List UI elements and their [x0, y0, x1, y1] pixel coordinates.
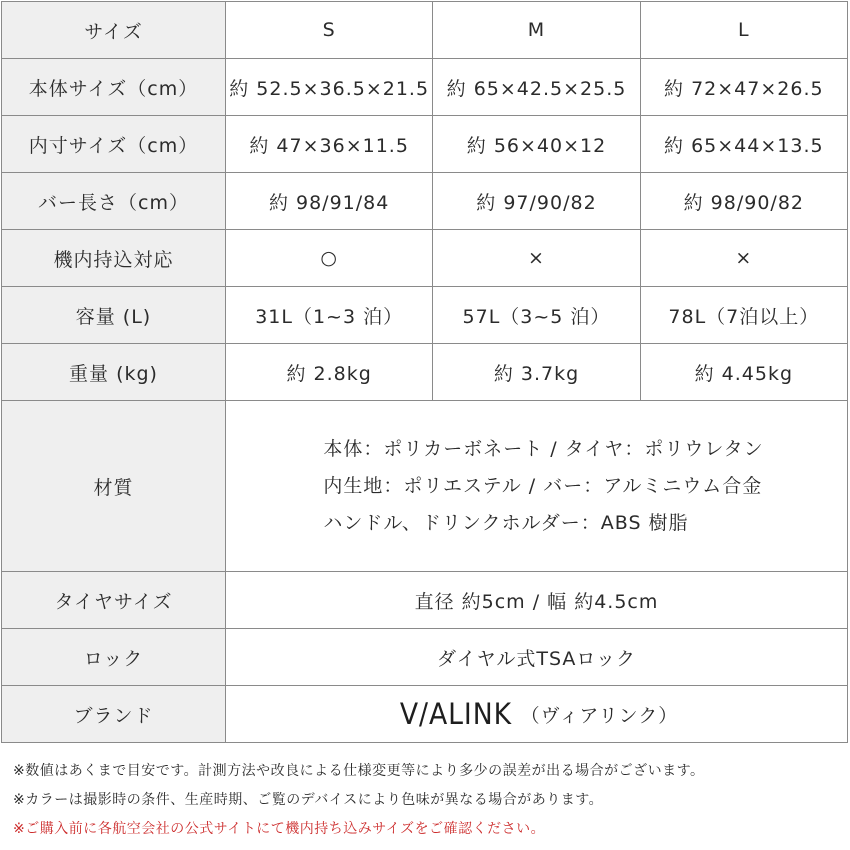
tire-size-label: タイヤサイズ — [2, 572, 226, 629]
size-header-row — [2, 2, 848, 59]
brand-kana: （ヴィアリンク） — [520, 704, 679, 727]
carry-on-s: ○ — [226, 230, 433, 287]
inner-size-m: 約 56×40×12 — [433, 116, 640, 173]
capacity-m: 57L（3~5 泊） — [433, 287, 640, 344]
footnote-airline-warning: ※ご購入前に各航空会社の公式サイトにて機内持ち込みサイズをご確認ください。 — [13, 821, 546, 837]
body-size-m: 約 65×42.5×25.5 — [433, 59, 640, 116]
carry-on-row — [2, 230, 848, 287]
bar-length-m: 約 97/90/82 — [433, 173, 640, 230]
size-l-header: L — [640, 2, 847, 59]
brand-logo: V/ALINK — [399, 697, 512, 731]
brand-wrap — [395, 697, 679, 731]
weight-label: 重量 (kg) — [2, 344, 226, 401]
brand-label: ブランド — [2, 686, 226, 743]
inner-size-l: 約 65×44×13.5 — [640, 116, 847, 173]
material-text-block — [309, 431, 763, 542]
capacity-s: 31L（1~3 泊） — [226, 287, 433, 344]
bar-length-row — [2, 173, 848, 230]
tire-size-row — [2, 572, 848, 629]
body-size-label: 本体サイズ（cm） — [2, 59, 226, 116]
footnotes — [13, 757, 843, 844]
weight-l: 約 4.45kg — [640, 344, 847, 401]
footnote-measurement: ※数値はあくまで目安です。計測方法や改良による仕様変更等により多少の誤差が出る場合がございます。 — [13, 763, 705, 779]
lock-label: ロック — [2, 629, 226, 686]
carry-on-label: 機内持込対応 — [2, 230, 226, 287]
brand-row — [2, 686, 848, 743]
inner-size-s: 約 47×36×11.5 — [226, 116, 433, 173]
capacity-label: 容量 (L) — [2, 287, 226, 344]
lock-row — [2, 629, 848, 686]
material-line-1: 本体：ポリカーボネート / タイヤ：ポリウレタン — [323, 437, 764, 460]
body-size-row — [2, 59, 848, 116]
carry-on-m: × — [433, 230, 640, 287]
material-line-2: 内生地：ポリエステル / バー：アルミニウム合金 — [323, 474, 763, 497]
footnote-color: ※カラーは撮影時の条件、生産時期、ご覧のデバイスにより色味が異なる場合があります。 — [13, 792, 604, 808]
body-size-s: 約 52.5×36.5×21.5 — [226, 59, 433, 116]
weight-row — [2, 344, 848, 401]
lock-value: ダイヤル式TSAロック — [226, 629, 848, 686]
bar-length-l: 約 98/90/82 — [640, 173, 847, 230]
inner-size-label: 内寸サイズ（cm） — [2, 116, 226, 173]
weight-m: 約 3.7kg — [433, 344, 640, 401]
material-line-3: ハンドル、ドリンクホルダー：ABS 樹脂 — [323, 511, 689, 534]
capacity-l: 78L（7泊以上） — [640, 287, 847, 344]
inner-size-row — [2, 116, 848, 173]
bar-length-label: バー長さ（cm） — [2, 173, 226, 230]
size-label: サイズ — [2, 2, 226, 59]
material-label: 材質 — [2, 401, 226, 572]
material-row — [2, 401, 848, 572]
bar-length-s: 約 98/91/84 — [226, 173, 433, 230]
weight-s: 約 2.8kg — [226, 344, 433, 401]
size-s-header: S — [226, 2, 433, 59]
spec-table — [1, 1, 848, 743]
capacity-row — [2, 287, 848, 344]
tire-size-value: 直径 約5cm / 幅 約4.5cm — [226, 572, 848, 629]
size-m-header: M — [433, 2, 640, 59]
body-size-l: 約 72×47×26.5 — [640, 59, 847, 116]
brand-value — [226, 686, 848, 743]
material-value — [226, 401, 848, 572]
carry-on-l: × — [640, 230, 847, 287]
